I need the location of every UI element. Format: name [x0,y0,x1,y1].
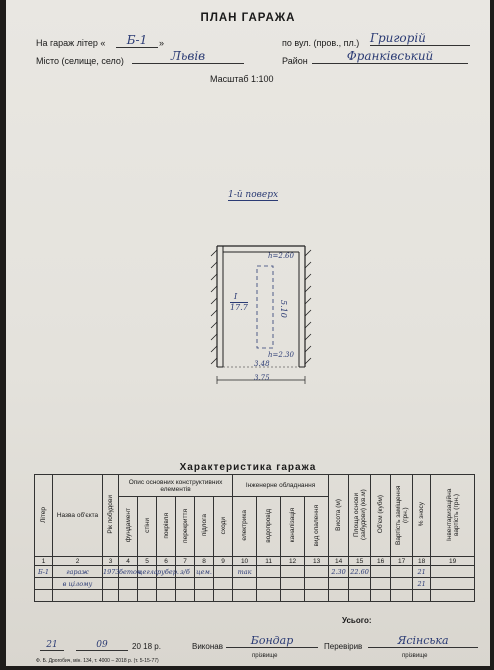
col-num: 10 [233,557,257,566]
cell-name: гараж [53,566,103,578]
th-floor: підлога [195,497,214,557]
cell-electricity: так [233,566,257,578]
footer-month: 09 [76,640,128,651]
executor-signature: Бондар [226,634,318,648]
col-num: 9 [214,557,233,566]
cell-height: 2.30 [329,566,349,578]
cell-water [257,578,281,590]
cell-heating [305,566,329,578]
characteristics-table [34,474,475,602]
cell-height [329,578,349,590]
th-height: Висота (м) [329,475,349,557]
cell-footprint: 22.60 [350,567,369,576]
district-value: Франківський [312,49,468,64]
cell-inventory-cost [431,566,475,578]
total-label: Усього: [342,616,372,625]
cell-walls [138,578,157,590]
garage-floor-plan [201,232,321,394]
table-row [35,566,475,578]
footer-year: 20 18 р. [132,642,161,651]
th-replacement-cost: Вартість заміщення (грн.) [391,475,413,557]
city-value: Львів [132,49,244,64]
col-num: 16 [371,557,391,566]
executor-label: Виконав [192,642,223,651]
th-ceilings: перекриття [176,497,195,557]
cell-replacement-cost [391,566,413,578]
col-num: 4 [119,557,138,566]
th-year: Рік побудови [103,475,119,557]
col-num: 1 [35,557,53,566]
cell-year [103,578,119,590]
th-engineering-group: Інженерне обладнання [233,475,329,497]
col-num: 14 [329,557,349,566]
checker-label: Перевірив [324,642,363,651]
th-electricity: електрика [233,497,257,557]
col-num: 12 [281,557,305,566]
col-num: 18 [413,557,431,566]
cell-roof [157,578,176,590]
executor-sub: прізвище [252,653,278,659]
th-structures-group: Опис основних конструктивних елементів [119,475,233,497]
outer-width: 3.75 [254,374,270,382]
th-foundation: фундамент [119,497,138,557]
col-num: 19 [431,557,475,566]
cell-volume [371,578,391,590]
garage-letter-value: Б-1 [116,33,158,48]
column-numbers-row [35,557,475,566]
col-num: 3 [103,557,119,566]
district-label: Район [282,56,308,66]
height-top-label: h=2.60 [268,252,294,260]
col-num: 5 [138,557,157,566]
cell-sewer [281,578,305,590]
col-num: 6 [157,557,176,566]
cell-heating [305,578,329,590]
footer-day: 21 [40,640,64,651]
col-num: 15 [349,557,371,566]
cell-volume [371,566,391,578]
document-title: ПЛАН ГАРАЖА [200,12,296,24]
scale-label: Масштаб 1:100 [210,74,274,84]
col-num: 8 [195,557,214,566]
th-water: водопровід [257,497,281,557]
cell-year: 1973 [103,567,120,576]
cell-water [257,566,281,578]
inner-width: 3.48 [254,360,270,368]
table-row [35,578,475,590]
th-liter: Літер [35,475,53,557]
table-row [35,590,475,602]
th-sewer: каналізація [281,497,305,557]
checker-sub: прізвище [402,653,428,659]
room-number: I [234,292,238,301]
th-stairs: сходи [214,497,233,557]
cell-foundation: бетон [119,567,142,576]
th-heating: вид опалення [305,497,329,557]
room-area: 17.7 [230,303,248,312]
th-inventory-cost: Інвентаризаційна вартість (грн.) [431,475,475,557]
table-title: Характеристика гаража [179,462,317,473]
document-sheet [6,0,490,666]
col-num: 2 [53,557,103,566]
cell-footprint [349,578,371,590]
cell-stairs [214,578,233,590]
print-note: Ф. Б. Дрогобич, мін. 134, т. 4000 – 2018 р. (т. 5-15-77) [36,658,159,664]
cell-wear: 21 [413,578,431,590]
th-name: Назва об'єкта [53,475,103,557]
cell-roof: рубер. [157,567,179,576]
cell-replacement-cost [391,578,413,590]
side-dimension: 5.10 [279,300,288,318]
cell-floor: цем. [196,567,212,576]
cell-stairs [214,566,233,578]
cell-ceilings: з/б [176,566,195,578]
col-num: 17 [391,557,413,566]
col-num: 7 [176,557,195,566]
cell-floor [195,578,214,590]
th-footprint: Площа основи (забудови) (кв.м) [349,475,371,557]
cell-liter: Б-1 [35,566,53,578]
height-bottom-label: h=2.30 [268,351,294,359]
street-label: по вул. (пров., пл.) [282,38,360,48]
cell-wear: 21 [413,566,431,578]
cell-electricity [233,578,257,590]
th-walls: стіни [138,497,157,557]
cell-name: в цілому [53,578,103,590]
city-label: Місто (селище, село) [36,56,124,66]
cell-sewer [281,566,305,578]
garage-letter-close: » [159,38,165,48]
cell-ceilings [176,578,195,590]
col-num: 11 [257,557,281,566]
th-volume: Об'єм (кубм) [371,475,391,557]
cell-liter [35,578,53,590]
th-roof: покрівля [157,497,176,557]
col-num: 13 [305,557,329,566]
floor-label: 1-й поверх [228,190,279,200]
th-wear: % зносу [413,475,431,557]
checker-signature: Ясінська [368,634,478,648]
street-value: Григорій [370,31,470,46]
cell-walls: цегла [138,567,158,576]
cell-foundation [119,578,138,590]
garage-letter-label: На гараж літер « [36,38,106,48]
cell-inventory-cost [431,578,475,590]
